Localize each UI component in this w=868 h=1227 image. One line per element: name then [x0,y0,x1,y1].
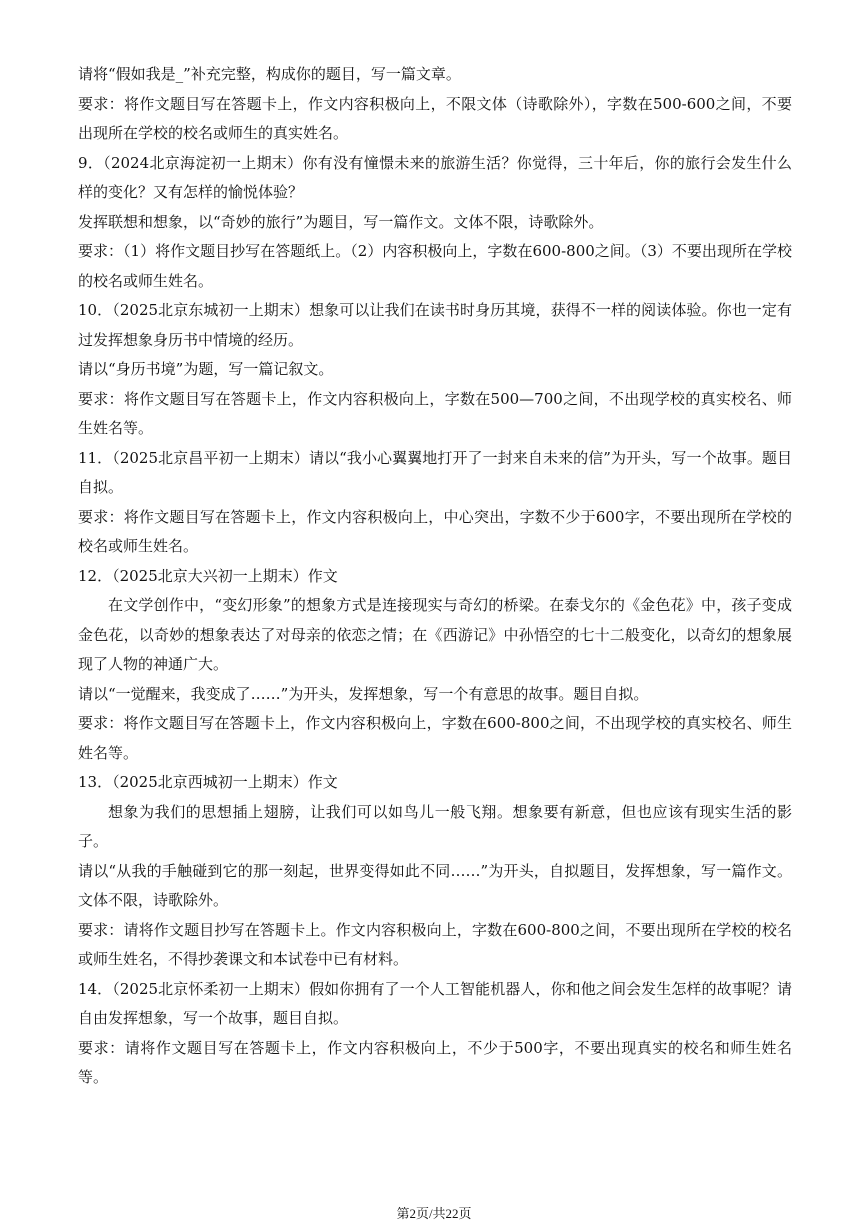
page-body [78,60,792,1093]
question-9-stem: 9．（2024北京海淀初一上期末）你有没有憧憬未来的旅游生活？你觉得，三十年后，你的旅行会发生什么样的变化？又有怎样的愉悦体验？ [78,153,792,201]
question-11-requirement: 要求：将作文题目写在答题卡上，作文内容积极向上，中心突出，字数不少于600字，不要出现所在学校的校名或师生姓名。 [78,507,792,555]
question-14-stem: 14．（2025北京怀柔初一上期末）假如你拥有了一个人工智能机器人，你和他之间会发生怎样的故事呢？请自由发挥想象，写一个故事，题目自拟。 [78,979,792,1027]
question-10-requirement: 要求：将作文题目写在答题卡上，作文内容积极向上，字数在500—700之间，不出现学校的真实校名、师生姓名等。 [78,389,792,437]
question-13-prompt: 请以“从我的手触碰到它的那一刻起，世界变得如此不同……”为开头，自拟题目，发挥想象，写一篇作文。文体不限，诗歌除外。 [78,861,792,909]
question-12-prompt: 请以“一觉醒来，我变成了……”为开头，发挥想象，写一个有意思的故事。题目自拟。 [78,684,649,703]
intro-requirement: 要求：将作文题目写在答题卡上，作文内容积极向上，不限文体（诗歌除外），字数在500-600之间，不要出现所在学校的校名或师生的真实姓名。 [78,94,792,142]
intro-prompt: 请将“假如我是_”补充完整，构成你的题目，写一篇文章。 [78,65,461,83]
question-14-requirement: 要求：请将作文题目写在答题卡上，作文内容积极向上，不少于500字，不要出现真实的校名和师生姓名等。 [78,1038,792,1086]
question-9-requirement: 要求：（1）将作文题目抄写在答题纸上。（2）内容积极向上，字数在600-800之间。（3）不要出现所在学校的校名或师生姓名。 [78,242,792,290]
question-9-prompt: 发挥联想和想象，以“奇妙的旅行”为题目，写一篇作文。文体不限，诗歌除外。 [78,212,604,231]
question-13-requirement: 要求：请将作文题目抄写在答题卡上。作文内容积极向上，字数在600-800之间，不要出现所在学校的校名或师生姓名，不得抄袭课文和本试卷中已有材料。 [78,920,792,968]
question-12-requirement: 要求：将作文题目写在答题卡上，作文内容积极向上，字数在600-800之间，不出现学校的真实校名、师生姓名等。 [78,714,792,762]
question-12-stem: 12．（2025北京大兴初一上期末）作文 [78,566,338,585]
question-12-passage: 在文学创作中，“变幻形象”的想象方式是连接现实与奇幻的桥梁。在泰戈尔的《金色花》中，孩子变成金色花，以奇妙的想象表达了对母亲的依恋之情；在《西游记》中孙悟空的七十二般变化，以奇幻的想象展现了人物的神通广大。 [78,596,792,673]
question-13-stem: 13．（2025北京西城初一上期末）作文 [78,773,338,791]
page-number-label: 第2页/共22页 [396,1206,472,1221]
question-13-passage: 想象为我们的思想插上翅膀，让我们可以如鸟儿一般飞翔。想象要有新意，但也应该有现实生活的影子。 [78,802,792,850]
question-10-prompt: 请以“身历书境”为题，写一篇记叙文。 [78,360,334,378]
question-10-stem: 10．（2025北京东城初一上期末）想象可以让我们在读书时身历其境，获得不一样的阅读体验。你也一定有过发挥想象身历书中情境的经历。 [78,301,792,349]
question-11-stem: 11．（2025北京昌平初一上期末）请以“我小心翼翼地打开了一封来自未来的信”为开头，写一个故事。题目自拟。 [78,448,792,496]
page-footer [0,1203,868,1222]
